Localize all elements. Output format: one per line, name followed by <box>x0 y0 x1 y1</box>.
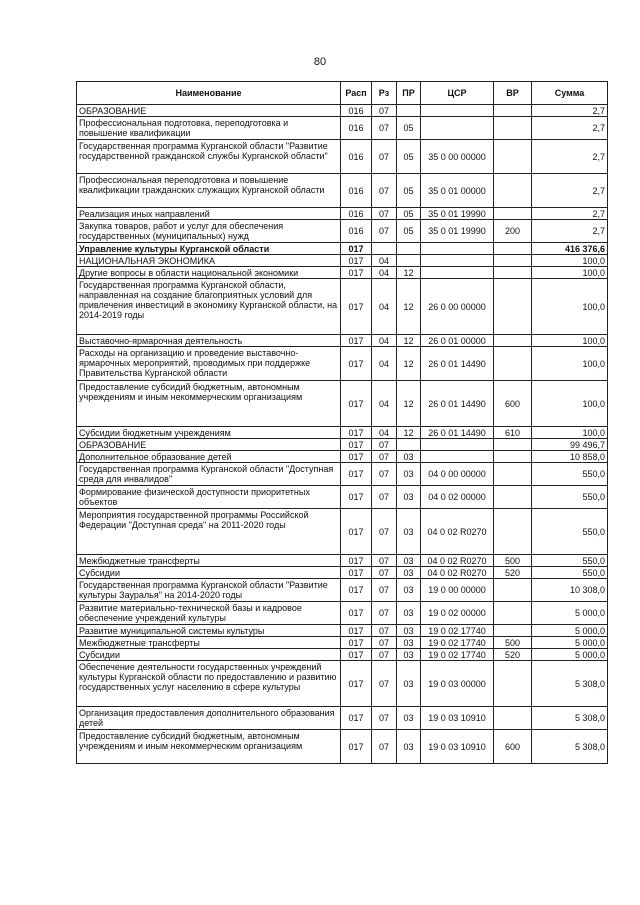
row-vr <box>494 243 532 255</box>
row-sum: 2,7 <box>532 140 608 174</box>
row-vr <box>494 105 532 117</box>
row-sum: 550,0 <box>532 509 608 555</box>
table-row <box>77 486 608 509</box>
row-vr: 500 <box>494 637 532 649</box>
row-pr: 03 <box>397 649 421 661</box>
row-csr: 19 0 02 17740 <box>421 649 494 661</box>
header-row <box>77 82 608 105</box>
row-rasp: 017 <box>341 567 372 579</box>
row-pr: 12 <box>397 279 421 335</box>
row-csr: 19 0 00 00000 <box>421 579 494 602</box>
table-row <box>77 555 608 567</box>
table-row <box>77 105 608 117</box>
row-name: Государственная программа Курганской области "Доступная среда для инвалидов" <box>77 463 341 486</box>
row-rz: 07 <box>372 451 397 463</box>
row-name: Субсидии <box>77 649 341 661</box>
row-name: Формирование физической доступности приоритетных объектов <box>77 486 341 509</box>
row-name: Дополнительное образование детей <box>77 451 341 463</box>
row-pr: 12 <box>397 347 421 381</box>
table-row <box>77 451 608 463</box>
row-vr <box>494 707 532 730</box>
row-sum: 5 000,0 <box>532 649 608 661</box>
row-vr <box>494 451 532 463</box>
table-row <box>77 140 608 174</box>
row-rasp: 017 <box>341 649 372 661</box>
row-sum: 99 496,7 <box>532 439 608 451</box>
row-sum: 10 308,0 <box>532 579 608 602</box>
row-rz: 04 <box>372 267 397 279</box>
row-pr: 03 <box>397 707 421 730</box>
row-rz: 04 <box>372 347 397 381</box>
row-name: Предоставление субсидий бюджетным, автономным учреждениям и иным некоммерческим организациям <box>77 381 341 427</box>
row-rz: 04 <box>372 255 397 267</box>
row-csr: 35 0 01 19990 <box>421 220 494 243</box>
row-sum: 100,0 <box>532 267 608 279</box>
row-sum: 5 308,0 <box>532 707 608 730</box>
row-sum: 10 858,0 <box>532 451 608 463</box>
row-vr: 610 <box>494 427 532 439</box>
row-rasp: 017 <box>341 661 372 707</box>
row-rz: 07 <box>372 625 397 637</box>
table-row <box>77 243 608 255</box>
row-sum: 416 376,6 <box>532 243 608 255</box>
row-rasp: 017 <box>341 335 372 347</box>
row-pr: 12 <box>397 381 421 427</box>
row-csr: 19 0 03 10910 <box>421 730 494 764</box>
row-rasp: 017 <box>341 625 372 637</box>
row-sum: 5 308,0 <box>532 661 608 707</box>
row-rz: 04 <box>372 427 397 439</box>
row-name: Управление культуры Курганской области <box>77 243 341 255</box>
row-rasp: 017 <box>341 486 372 509</box>
row-name: Субсидии <box>77 567 341 579</box>
row-rz: 07 <box>372 649 397 661</box>
row-name: НАЦИОНАЛЬНАЯ ЭКОНОМИКА <box>77 255 341 267</box>
table-row <box>77 255 608 267</box>
row-vr <box>494 439 532 451</box>
row-name: Межбюджетные трансферты <box>77 555 341 567</box>
table-row <box>77 649 608 661</box>
row-sum: 100,0 <box>532 335 608 347</box>
row-sum: 5 000,0 <box>532 625 608 637</box>
row-sum: 2,7 <box>532 117 608 140</box>
row-csr: 35 0 00 00000 <box>421 140 494 174</box>
row-csr: 26 0 00 00000 <box>421 279 494 335</box>
row-vr: 500 <box>494 555 532 567</box>
row-vr <box>494 509 532 555</box>
row-vr <box>494 255 532 267</box>
row-pr: 05 <box>397 220 421 243</box>
row-pr <box>397 439 421 451</box>
row-sum: 100,0 <box>532 381 608 427</box>
table-row <box>77 707 608 730</box>
row-csr <box>421 451 494 463</box>
row-csr <box>421 243 494 255</box>
row-rz: 07 <box>372 509 397 555</box>
row-vr <box>494 140 532 174</box>
row-sum: 2,7 <box>532 220 608 243</box>
row-rz: 04 <box>372 381 397 427</box>
row-rz: 07 <box>372 555 397 567</box>
row-csr: 26 0 01 00000 <box>421 335 494 347</box>
row-name: Закупка товаров, работ и услуг для обеспечения государственных (муниципальных) нужд <box>77 220 341 243</box>
row-csr: 19 0 02 17740 <box>421 625 494 637</box>
row-rasp: 017 <box>341 451 372 463</box>
table-row <box>77 730 608 764</box>
row-pr: 03 <box>397 661 421 707</box>
row-rasp: 017 <box>341 347 372 381</box>
row-rz: 07 <box>372 567 397 579</box>
row-rasp: 016 <box>341 140 372 174</box>
row-rz: 07 <box>372 208 397 220</box>
row-sum: 5 000,0 <box>532 602 608 625</box>
row-name: Межбюджетные трансферты <box>77 637 341 649</box>
row-rz: 07 <box>372 707 397 730</box>
row-vr <box>494 279 532 335</box>
row-rz: 07 <box>372 439 397 451</box>
row-pr: 03 <box>397 602 421 625</box>
row-rasp: 017 <box>341 579 372 602</box>
row-csr: 19 0 02 17740 <box>421 637 494 649</box>
row-rz: 07 <box>372 661 397 707</box>
row-csr: 26 0 01 14490 <box>421 427 494 439</box>
row-rasp: 017 <box>341 439 372 451</box>
table-row <box>77 579 608 602</box>
row-name: Реализация иных направлений <box>77 208 341 220</box>
row-name: Организация предоставления дополнительного образования детей <box>77 707 341 730</box>
row-sum: 550,0 <box>532 463 608 486</box>
row-vr: 520 <box>494 567 532 579</box>
row-pr: 05 <box>397 140 421 174</box>
row-rasp: 017 <box>341 730 372 764</box>
row-csr: 35 0 01 19990 <box>421 208 494 220</box>
row-rasp: 017 <box>341 427 372 439</box>
row-pr: 03 <box>397 625 421 637</box>
table-row <box>77 439 608 451</box>
row-rasp: 016 <box>341 174 372 208</box>
row-pr: 03 <box>397 486 421 509</box>
row-csr: 04 0 02 R0270 <box>421 567 494 579</box>
row-rasp: 017 <box>341 243 372 255</box>
row-csr: 26 0 01 14490 <box>421 347 494 381</box>
row-name: Профессиональная переподготовка и повышение квалификации гражданских служащих Курганской области <box>77 174 341 208</box>
row-csr <box>421 267 494 279</box>
row-sum: 5 308,0 <box>532 730 608 764</box>
row-pr: 03 <box>397 509 421 555</box>
row-pr: 05 <box>397 117 421 140</box>
table-row <box>77 347 608 381</box>
row-csr <box>421 439 494 451</box>
row-sum: 2,7 <box>532 174 608 208</box>
row-csr: 35 0 01 00000 <box>421 174 494 208</box>
row-pr: 05 <box>397 208 421 220</box>
row-csr: 19 0 03 10910 <box>421 707 494 730</box>
row-pr <box>397 243 421 255</box>
table-row <box>77 602 608 625</box>
row-name: Государственная программа Курганской области "Развитие культуры Зауралья" на 2014-2020 годы <box>77 579 341 602</box>
row-sum: 100,0 <box>532 255 608 267</box>
row-rz: 07 <box>372 579 397 602</box>
row-pr: 03 <box>397 730 421 764</box>
row-pr: 12 <box>397 267 421 279</box>
row-rasp: 017 <box>341 255 372 267</box>
row-name: Профессиональная подготовка, переподготовка и повышение квалификации <box>77 117 341 140</box>
row-name: Выставочно-ярмарочная деятельность <box>77 335 341 347</box>
row-pr: 03 <box>397 555 421 567</box>
row-rasp: 017 <box>341 602 372 625</box>
row-sum: 100,0 <box>532 347 608 381</box>
table-row <box>77 427 608 439</box>
row-name: Обеспечение деятельности государственных учреждений культуры Курганской области по предоставлению и развитию государственных услуг населению в сфере культуры <box>77 661 341 707</box>
row-sum: 100,0 <box>532 279 608 335</box>
table-row <box>77 220 608 243</box>
row-rz <box>372 243 397 255</box>
row-csr: 19 0 03 00000 <box>421 661 494 707</box>
row-rasp: 017 <box>341 463 372 486</box>
row-rasp: 017 <box>341 381 372 427</box>
row-rz: 07 <box>372 602 397 625</box>
row-vr: 600 <box>494 381 532 427</box>
row-name: Развитие материально-технической базы и кадровое обеспечение учреждений культуры <box>77 602 341 625</box>
row-csr <box>421 255 494 267</box>
table-row <box>77 267 608 279</box>
row-rasp: 017 <box>341 509 372 555</box>
table-row <box>77 463 608 486</box>
row-vr <box>494 267 532 279</box>
row-vr <box>494 602 532 625</box>
row-vr <box>494 625 532 637</box>
row-vr <box>494 579 532 602</box>
row-sum: 550,0 <box>532 486 608 509</box>
row-rz: 07 <box>372 105 397 117</box>
table-row <box>77 117 608 140</box>
row-csr <box>421 117 494 140</box>
row-rz: 04 <box>372 279 397 335</box>
row-csr: 04 0 02 R0270 <box>421 555 494 567</box>
budget-table <box>76 81 608 764</box>
row-rz: 07 <box>372 117 397 140</box>
table-row <box>77 567 608 579</box>
row-vr: 520 <box>494 649 532 661</box>
header-vr: ВР <box>494 82 532 105</box>
table-row <box>77 625 608 637</box>
page-number: 80 <box>313 56 327 68</box>
row-pr: 12 <box>397 335 421 347</box>
row-rz: 07 <box>372 730 397 764</box>
row-name: Развитие муниципальной системы культуры <box>77 625 341 637</box>
row-vr <box>494 208 532 220</box>
row-pr <box>397 105 421 117</box>
row-rasp: 017 <box>341 267 372 279</box>
row-rasp: 016 <box>341 105 372 117</box>
header-csr: ЦСР <box>421 82 494 105</box>
row-sum: 550,0 <box>532 567 608 579</box>
row-pr: 03 <box>397 451 421 463</box>
row-vr: 200 <box>494 220 532 243</box>
row-name: Мероприятия государственной программы Российской Федерации "Доступная среда" на 2011-2020 годы <box>77 509 341 555</box>
table-row <box>77 335 608 347</box>
table-row <box>77 208 608 220</box>
row-csr: 19 0 02 00000 <box>421 602 494 625</box>
table-row <box>77 509 608 555</box>
row-rz: 07 <box>372 220 397 243</box>
row-sum: 550,0 <box>532 555 608 567</box>
table-row <box>77 637 608 649</box>
row-vr <box>494 174 532 208</box>
row-vr <box>494 661 532 707</box>
table-row <box>77 174 608 208</box>
row-rasp: 016 <box>341 117 372 140</box>
row-name: Государственная программа Курганской области "Развитие государственной гражданской службы Курганской области" <box>77 140 341 174</box>
row-pr <box>397 255 421 267</box>
row-rasp: 016 <box>341 208 372 220</box>
row-vr <box>494 117 532 140</box>
row-rz: 07 <box>372 637 397 649</box>
row-pr: 05 <box>397 174 421 208</box>
row-csr: 04 0 02 00000 <box>421 486 494 509</box>
row-rasp: 017 <box>341 707 372 730</box>
row-pr: 03 <box>397 463 421 486</box>
row-rz: 04 <box>372 335 397 347</box>
row-sum: 2,7 <box>532 208 608 220</box>
row-vr <box>494 335 532 347</box>
row-sum: 100,0 <box>532 427 608 439</box>
row-csr: 04 0 00 00000 <box>421 463 494 486</box>
table-row <box>77 381 608 427</box>
row-vr: 600 <box>494 730 532 764</box>
row-rasp: 017 <box>341 637 372 649</box>
row-rz: 07 <box>372 174 397 208</box>
row-vr <box>494 347 532 381</box>
row-name: Расходы на организацию и проведение выставочно-ярмарочных мероприятий, проводимых при поддержке Правительства Курганской области <box>77 347 341 381</box>
header-rz: Рз <box>372 82 397 105</box>
row-name: Государственная программа Курганской области, направленная на создание благоприятных условий для привлечения инвестиций в экономику Курганской области, на 2014-2019 годы <box>77 279 341 335</box>
row-name: ОБРАЗОВАНИЕ <box>77 105 341 117</box>
header-rasp: Расп <box>341 82 372 105</box>
header-pr: ПР <box>397 82 421 105</box>
row-pr: 03 <box>397 637 421 649</box>
row-rasp: 017 <box>341 555 372 567</box>
row-vr <box>494 463 532 486</box>
row-sum: 2,7 <box>532 105 608 117</box>
row-pr: 03 <box>397 579 421 602</box>
header-name: Наименование <box>77 82 341 105</box>
table-row <box>77 661 608 707</box>
row-pr: 03 <box>397 567 421 579</box>
row-vr <box>494 486 532 509</box>
row-rz: 07 <box>372 140 397 174</box>
table-row <box>77 279 608 335</box>
row-csr: 04 0 02 R0270 <box>421 509 494 555</box>
row-name: Другие вопросы в области национальной экономики <box>77 267 341 279</box>
row-name: Предоставление субсидий бюджетным, автономным учреждениям и иным некоммерческим организациям <box>77 730 341 764</box>
row-rz: 07 <box>372 463 397 486</box>
header-sum: Сумма <box>532 82 608 105</box>
row-name: Субсидии бюджетным учреждениям <box>77 427 341 439</box>
row-rasp: 017 <box>341 279 372 335</box>
row-name: ОБРАЗОВАНИЕ <box>77 439 341 451</box>
row-csr <box>421 105 494 117</box>
row-rz: 07 <box>372 486 397 509</box>
row-sum: 5 000,0 <box>532 637 608 649</box>
row-pr: 12 <box>397 427 421 439</box>
row-csr: 26 0 01 14490 <box>421 381 494 427</box>
row-rasp: 016 <box>341 220 372 243</box>
